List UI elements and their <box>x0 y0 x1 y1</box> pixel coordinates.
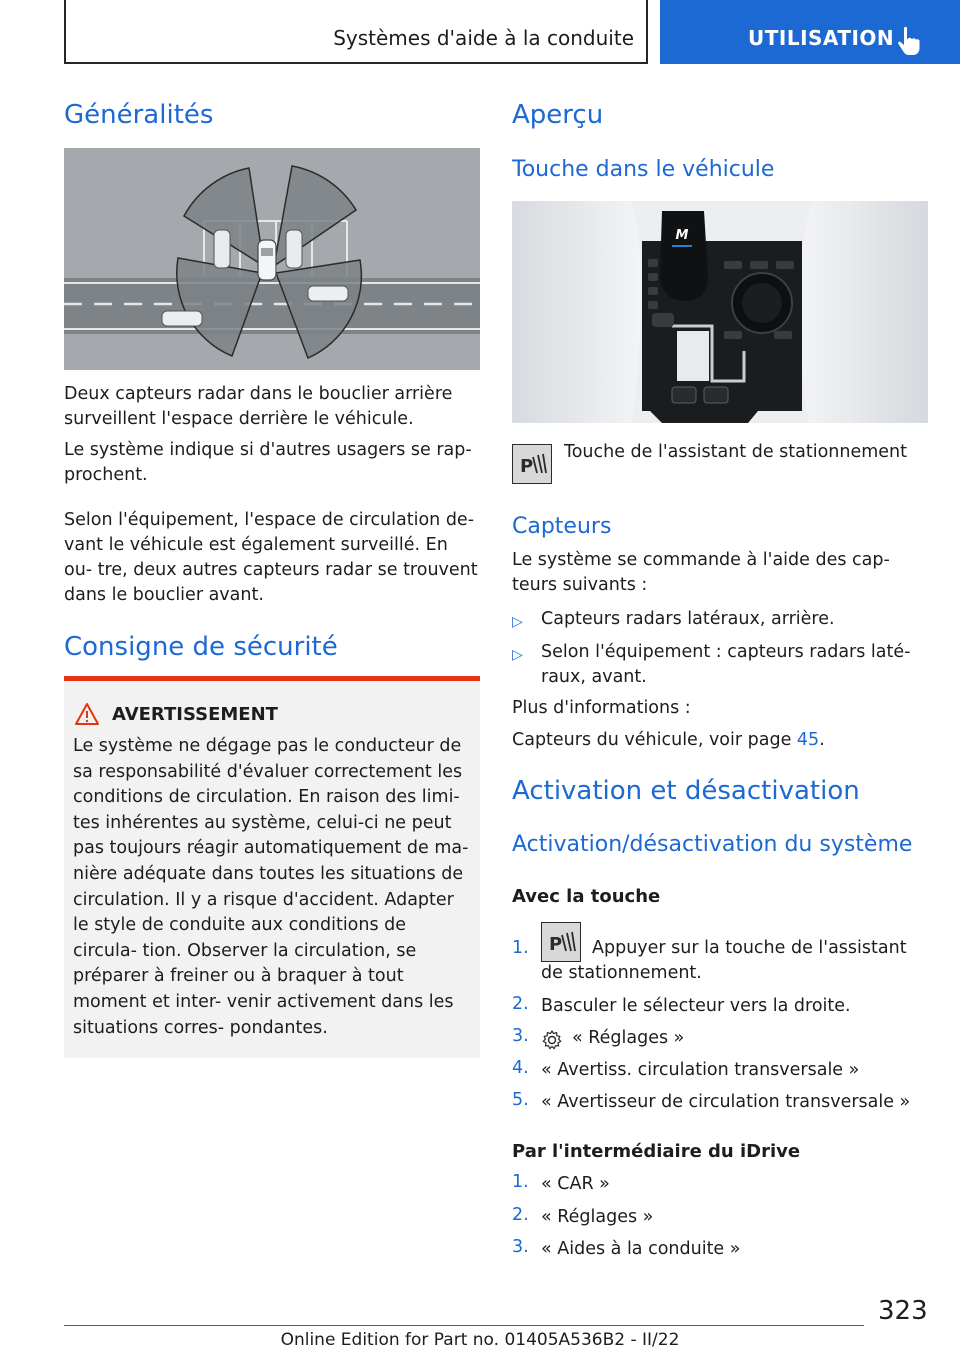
step-number: 2. <box>512 994 529 1014</box>
subheading-button-in-vehicle: Touche dans le véhicule <box>512 157 775 182</box>
subheading-system-activation: Activation/désactivation du système <box>512 832 913 857</box>
heading-activation: Activation et désactivation <box>512 776 860 806</box>
general-paragraph-3: Selon l'équipement, l'espace de circulation de- vant le véhicule est également surveillé. En ou- tre, deux autres capteurs radar se trouvent dans le bouclier avant. <box>64 510 478 605</box>
step-text: « CAR » <box>541 1174 610 1194</box>
step-text: « Réglages » <box>572 1028 685 1048</box>
page-number: 323 <box>878 1296 928 1326</box>
step-number: 4. <box>512 1058 529 1078</box>
via-idrive-title: Par l'intermédiaire du iDrive <box>512 1141 801 1162</box>
step-number: 3. <box>512 1237 529 1257</box>
heading-overview: Aperçu <box>512 100 604 130</box>
general-paragraph-1: Deux capteurs radar dans le bouclier arrière surveillent l'espace derrière le véhicule. <box>64 384 453 429</box>
header-section-label: UTILISATION <box>748 26 895 50</box>
see-page-reference <box>512 728 825 753</box>
pointing-hand-icon <box>896 26 922 56</box>
warning-text: Le système ne dégage pas le conducteur de sa responsabilité d'évaluer correctement les conditions de circulation. En raison des limi- tes inhérentes au système, celui-ci ne peut pas toujours réagir automatiquement de ma- nière adéquate dans toutes les situations de circulation. Il y a risque d'accident. Adapter le style de conduite aux conditions de circula- tion. Observer la circulation, se préparer à freiner ou à braquer à tout moment et inter- venir activement dans les situations corres- pondantes. <box>73 736 469 1038</box>
sensor-item-2: Selon l'équipement : capteurs radars laté- raux, avant. <box>541 642 911 687</box>
step-text: « Aides à la conduite » <box>541 1239 741 1259</box>
park-assist-button-icon <box>512 444 552 484</box>
svg-text:P: P <box>549 934 563 955</box>
step-text: « Réglages » <box>541 1207 654 1227</box>
with-button-title: Avec la touche <box>512 886 661 907</box>
header-chapter-title: Systèmes d'aide à la conduite <box>333 26 634 50</box>
step-number: 3. <box>512 1026 529 1046</box>
see-page-end: . <box>819 730 825 750</box>
step-number: 5. <box>512 1090 529 1110</box>
svg-text:P: P <box>520 456 534 477</box>
general-paragraph-2: Le système indique si d'autres usagers se rap- prochent. <box>64 440 472 485</box>
step-number: 1. <box>512 1172 529 1192</box>
bullet-icon: ▷ <box>512 614 523 630</box>
heading-safety: Consigne de sécurité <box>64 632 338 662</box>
sensor-item-1: Capteurs radars latéraux, arrière. <box>541 609 835 629</box>
park-assist-button-inline <box>541 922 581 962</box>
radar-coverage-illustration <box>64 148 480 370</box>
park-assist-icon <box>542 923 580 961</box>
park-assist-icon <box>513 445 551 483</box>
footer-edition: Online Edition for Part no. 01405A536B2 - II/22 <box>280 1330 680 1350</box>
page-link-45[interactable]: 45 <box>796 730 820 750</box>
console-m-logo: M <box>675 228 689 243</box>
step-text: Appuyer sur la touche de l'assistant <box>592 938 907 958</box>
bullet-icon: ▷ <box>512 647 523 663</box>
button-caption: Touche de l'assistant de stationnement <box>564 442 907 462</box>
warning-triangle-icon <box>74 702 100 726</box>
more-info-label: Plus d'informations : <box>512 698 691 718</box>
center-console-photo <box>512 201 928 423</box>
step-number: 1. <box>512 938 529 958</box>
gear-icon <box>541 1029 563 1051</box>
footer-divider <box>64 1325 864 1326</box>
step-text: « Avertiss. circulation transversale » <box>541 1060 860 1080</box>
step-number: 2. <box>512 1205 529 1225</box>
warning-title: AVERTISSEMENT <box>112 704 278 725</box>
see-page-text: Capteurs du véhicule, voir page <box>512 730 797 750</box>
subheading-sensors: Capteurs <box>512 514 612 539</box>
step-text-continued: de stationnement. <box>541 963 702 983</box>
step-text: « Avertisseur de circulation transversale » <box>541 1092 911 1112</box>
sensors-intro: Le système se commande à l'aide des cap- teurs suivants : <box>512 550 890 595</box>
step-text: Basculer le sélecteur vers la droite. <box>541 996 851 1016</box>
heading-general: Généralités <box>64 100 214 130</box>
